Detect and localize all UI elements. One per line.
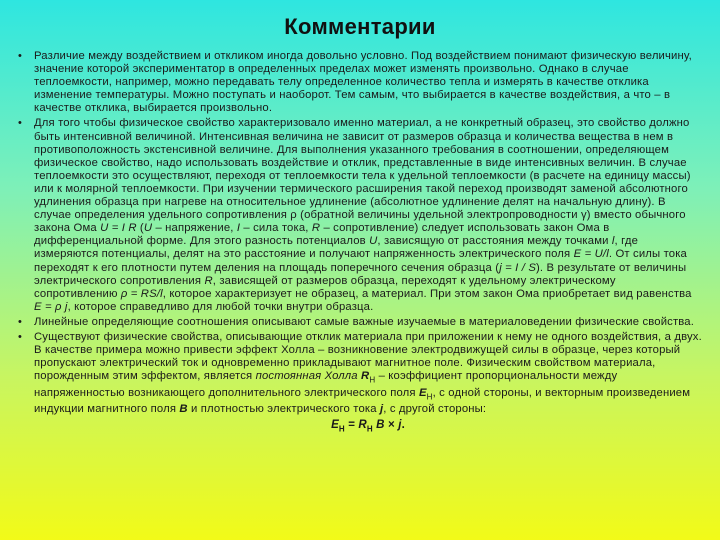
bullet-icon: •: [18, 50, 23, 62]
point-text: [34, 331, 702, 415]
italic-text: I: [236, 222, 241, 235]
text-run: . От силы тока переходят к его плотности путем деления на площадь поперечного сечения образца (: [34, 248, 687, 274]
hall-formula: [34, 418, 702, 436]
text-run: – напряжение,: [152, 222, 237, 235]
italic-text: l: [611, 235, 615, 248]
italic-text: R: [358, 419, 367, 432]
bullet-point: [18, 316, 702, 329]
symbol-text: B: [179, 402, 188, 415]
text-run: (: [136, 222, 144, 235]
italic-text: E = U/l: [573, 248, 609, 261]
symbol-text: E: [418, 386, 427, 399]
symbol-text: j: [398, 419, 402, 432]
text-run: и плотностью электрического тока: [187, 402, 380, 415]
italic-text: R: [311, 222, 321, 235]
text-run: Существуют физические свойства, описывающие отклик материала при приложении к нему не одного воздействия, а двух. В качестве примера можно привести эффект Холла – возникновение электродвижущей силы в образце, через который пропускают электрический ток и одновременно прикладывают магнитное поле. Физическим свойством материала, порожденным этим эффектом, является: [34, 330, 702, 383]
bullet-icon: •: [18, 117, 23, 130]
text-run: ×: [384, 419, 399, 432]
text-run: Линейные определяющие соотношения описывают самые важные изучаемые в материаловедении физические свойства.: [34, 315, 695, 328]
point-text: [34, 316, 694, 328]
text-run: Различие между воздействием и откликом иногда довольно условно. Под воздействием понимают физическую величину, значение которой экспериментатор в определенных пределах может изменять произвольно. Однако в случае теплоемкости, например, можно передавать телу определенное количество тепла и измерять в качестве отклика изменение температуры. Можно поступать и наоборот. Тем самым, что выбирается в качестве воздействия, а что – в качестве отклика, выбирается произвольно.: [34, 50, 692, 115]
bullet-list: [18, 50, 702, 436]
bullet-point: [18, 117, 702, 313]
bullet-icon: •: [18, 315, 23, 328]
symbol-text: j: [379, 402, 384, 415]
point-text: [34, 117, 692, 312]
symbol-text: R: [361, 370, 370, 383]
text-run: , которое справедливо для любой точки внутри образца.: [67, 300, 374, 313]
text-run: – сила тока,: [240, 222, 312, 235]
text-run: , которое характеризует не образец, а материал. При этом закон Ома приобретает вид равенства: [162, 287, 692, 300]
text-run: ). В результате от величины электрического сопротивления: [34, 261, 687, 287]
italic-text: E = ρ j: [34, 300, 68, 313]
italic-text: ρ = RS/l: [120, 287, 163, 300]
subscript-text: Н: [369, 375, 376, 385]
bullet-point: [18, 50, 702, 115]
text-run: =: [344, 419, 359, 432]
text-run: , с другой стороны:: [383, 402, 487, 415]
text-run: , где измеряются потенциалы, делят на это расстояние и получают напряженность электрического поля: [34, 235, 639, 261]
text-run: Для того чтобы физическое свойство характеризовало именно материал, а не конкретный образец, это свойство должно быть интенсивной величиной. Интенсивная величина не зависит от размеров образца и количества вещества в нем в противоположность экстенсивной величине. Для выполнения указанного требования в соотношении, определяющем физическое свойство, надо использовать воздействие и отклик, представленные в виде интенсивных величин. В случае теплоемкости это осуществляют, переходя от теплоемкости тела к удельной теплоемкости (в расчете на единицу массы) или к молярной теплоемкости. При изучении термического расширения такой переход производят заменой абсолютного удлинения образца при нагреве на относительное удлинение (абсолютное удлинение делят на начальную длину). В случае определения удельного сопротивления ρ (обратной величины удельной электропроводности γ) вместо обычного закона Ома: [34, 117, 691, 235]
symbol-text: E: [331, 419, 339, 432]
text-run: .: [401, 419, 405, 432]
subscript-text: Н: [366, 424, 373, 434]
italic-text: U = I R: [100, 222, 137, 235]
italic-text: постоянная Холла: [255, 370, 358, 383]
italic-text: U: [369, 235, 378, 248]
text-run: – сопротивление) следует использовать закон Ома в дифференциальной форме. Для этого разность потенциалов: [34, 222, 610, 248]
italic-text: j = I / S: [499, 261, 537, 274]
text-run: , зависящую от расстояния между точками: [377, 235, 612, 248]
bullet-icon: •: [18, 330, 23, 343]
italic-text: R: [204, 274, 213, 287]
text-run: – коэффициент пропорциональности между напряженностью возникающего дополнительного электрического поля: [34, 370, 618, 399]
text-run: , зависящей от размеров образца, переходят к удельному электрическому сопротивлению: [34, 274, 616, 300]
slide-title: Комментарии: [284, 14, 436, 39]
italic-text: U: [143, 222, 153, 235]
bullet-point: [18, 331, 702, 436]
symbol-text: B: [376, 419, 385, 432]
subscript-text: Н: [338, 424, 345, 434]
subscript-text: Н: [426, 391, 433, 401]
point-text: [34, 50, 692, 114]
text-run: , с одной стороны, и векторным произведением индукции магнитного поля: [34, 386, 691, 415]
